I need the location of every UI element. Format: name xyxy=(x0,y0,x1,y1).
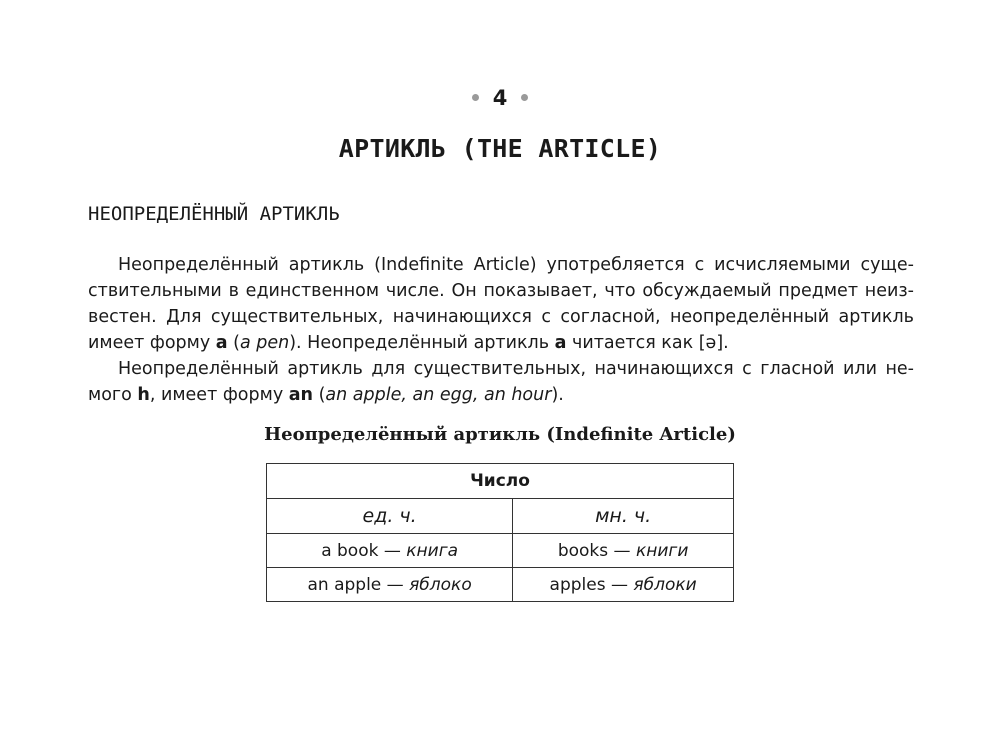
p2-l2-text-b: , имеет форму xyxy=(149,385,289,405)
cell-english: an apple — xyxy=(307,574,410,595)
cell-russian: книга xyxy=(406,540,459,561)
cell-english: apples — xyxy=(549,574,634,595)
chapter-title: АРТИКЛЬ (THE ARTICLE) xyxy=(338,134,662,163)
cell-plural xyxy=(513,568,734,602)
cell-russian: яблоки xyxy=(633,574,697,595)
p2-l2-text-c: ( xyxy=(313,385,326,405)
paragraph-2-line-1: Неопределённый артикль для существительных, начинающихся с гласной или не- xyxy=(118,359,914,379)
bullet-dot-right xyxy=(521,94,528,101)
paragraph-1-line-3: вестен. Для существительных, начинающихся с согласной, неопределённый артикль xyxy=(88,307,914,327)
cell-russian: яблоко xyxy=(409,574,472,595)
p1-l4-text-b: ( xyxy=(227,333,240,353)
p1-l4-bold-b: a xyxy=(554,333,567,353)
paragraph-1-line-4 xyxy=(88,330,914,356)
bullet-dot-left xyxy=(472,94,479,101)
paragraph-2-line-2 xyxy=(88,382,914,408)
cell-singular xyxy=(267,534,513,568)
body-text xyxy=(88,252,914,408)
cell-english: books — xyxy=(557,540,636,561)
table-header-row xyxy=(267,464,734,499)
table-row xyxy=(267,568,734,602)
article-table xyxy=(266,463,734,602)
paragraph-1-line-1: Неопределённый артикль (Indefinite Article) употребляется с исчисляемыми суще- xyxy=(118,255,914,275)
p1-l4-text-a: имеет форму xyxy=(88,333,216,353)
p2-l2-bold-an: an xyxy=(288,385,314,405)
p1-l4-bold-a: a xyxy=(215,333,228,353)
chapter-number-text: 4 xyxy=(492,86,508,110)
p2-l2-bold-h: h xyxy=(137,385,150,405)
p2-l2-italic: an apple, an egg, an hour xyxy=(325,385,552,405)
table-caption: Неопределённый артикль (Indefinite Article) xyxy=(264,424,736,445)
cell-english: a book — xyxy=(321,540,407,561)
cell-singular xyxy=(267,568,513,602)
cell-russian: книги xyxy=(635,540,689,561)
p1-l4-text-d: читается как [ə]. xyxy=(566,333,729,353)
column-plural: мн. ч. xyxy=(513,499,734,534)
table-header-number: Число xyxy=(267,464,734,499)
p2-l2-text-d: ). xyxy=(551,385,564,405)
table-number-row xyxy=(267,499,734,534)
p1-l4-text-c: ). Неопределённый артикль xyxy=(289,333,555,353)
section-title: НЕОПРЕДЕЛЁННЫЙ АРТИКЛЬ xyxy=(88,203,340,225)
cell-plural xyxy=(513,534,734,568)
p2-l2-text-a: мого xyxy=(88,385,138,405)
p1-l4-italic: a pen xyxy=(239,333,290,353)
column-singular: ед. ч. xyxy=(267,499,513,534)
paragraph-1-line-2: ствительными в единственном числе. Он показывает, что обсуждаемый предмет неиз- xyxy=(88,281,914,301)
chapter-number xyxy=(0,84,1000,112)
table-row xyxy=(267,534,734,568)
